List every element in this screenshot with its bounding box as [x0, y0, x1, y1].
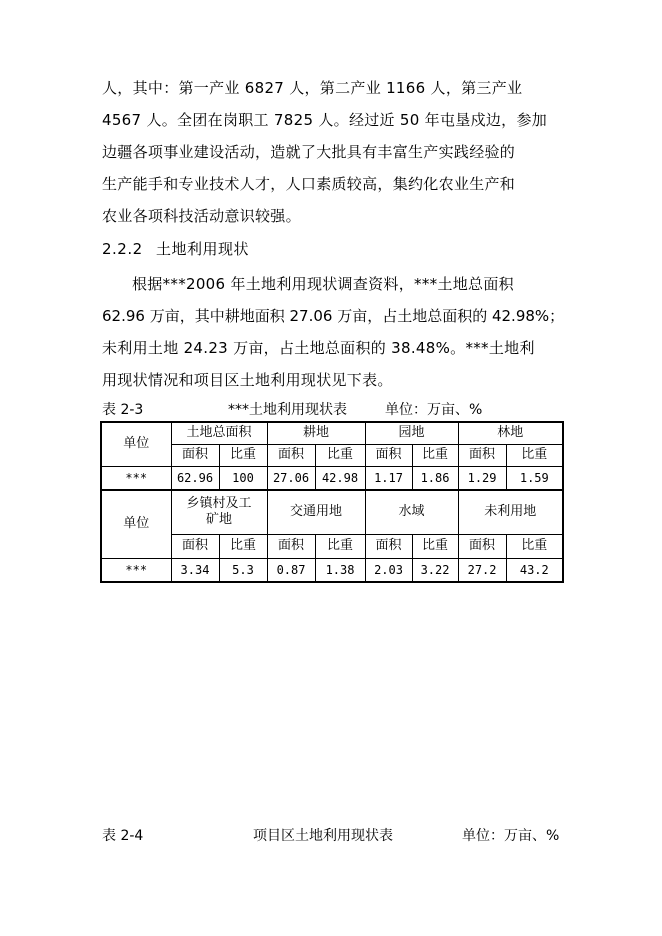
- table-2-3-label: 表 2-3: [102, 402, 144, 418]
- table-cell: 1.86: [412, 466, 458, 490]
- table-cell: 27.2: [458, 558, 506, 582]
- section-title: 土地利用现状: [155, 240, 249, 258]
- category-header: 未利用地: [458, 490, 563, 534]
- table-2-3-title: ***土地利用现状表: [228, 402, 347, 418]
- ratio-subheader: 比重: [219, 444, 267, 466]
- table-2-4-label: 表 2-4: [102, 828, 144, 844]
- intro-paragraph: [102, 72, 580, 232]
- row-label: ***: [101, 558, 171, 582]
- intro-line: 4567 人。全团在岗职工 7825 人。经过近 50 年屯垦戍边，参加: [102, 111, 548, 129]
- ratio-subheader: 比重: [412, 444, 458, 466]
- unit-header-cell: 单位: [101, 422, 171, 466]
- ratio-subheader: 比重: [506, 534, 563, 558]
- ratio-subheader: 比重: [315, 444, 365, 466]
- ratio-subheader: 比重: [506, 444, 563, 466]
- table-cell: 5.3: [219, 558, 267, 582]
- land-paragraph: [102, 268, 580, 396]
- ratio-subheader: 比重: [219, 534, 267, 558]
- table-cell: 43.2: [506, 558, 563, 582]
- table-cell: 1.29: [458, 466, 506, 490]
- category-header: 水域: [365, 490, 458, 534]
- land-line: 未利用土地 24.23 万亩，占土地总面积的 38.48%。***土地利: [102, 339, 535, 357]
- table-2-4-title: 项目区土地利用现状表: [253, 828, 393, 844]
- section-heading: [102, 237, 249, 261]
- unit-header-cell: 单位: [101, 490, 171, 558]
- intro-line: 生产能手和专业技术人才，人口素质较高，集约化农业生产和: [102, 175, 516, 193]
- table-cell: 1.17: [365, 466, 412, 490]
- area-subheader: 面积: [458, 444, 506, 466]
- land-line: 62.96 万亩，其中耕地面积 27.06 万亩，占土地总面积的 42.98%；: [102, 307, 565, 325]
- table-cell: 2.03: [365, 558, 412, 582]
- table-cell: 1.38: [315, 558, 365, 582]
- area-subheader: 面积: [365, 534, 412, 558]
- table-2-4-unit: 单位：万亩、%: [462, 828, 560, 844]
- table-cell: 100: [219, 466, 267, 490]
- land-line: 根据***2006 年土地利用现状调查资料，***土地总面积: [132, 275, 514, 293]
- row-label: ***: [101, 466, 171, 490]
- table-cell: 27.06: [267, 466, 315, 490]
- area-subheader: 面积: [171, 534, 219, 558]
- category-header: 乡镇村及工矿地: [171, 490, 267, 534]
- category-header: 林地: [458, 422, 563, 444]
- intro-line: 人，其中：第一产业 6827 人，第二产业 1166 人，第三产业: [102, 79, 523, 97]
- intro-line: 农业各项科技活动意识较强。: [102, 207, 301, 225]
- area-subheader: 面积: [458, 534, 506, 558]
- area-subheader: 面积: [365, 444, 412, 466]
- table-cell: 42.98: [315, 466, 365, 490]
- land-line: 用现状情况和项目区土地利用现状见下表。: [102, 371, 393, 389]
- intro-line: 边疆各项事业建设活动，造就了大批具有丰富生产实践经验的: [102, 143, 516, 161]
- ratio-subheader: 比重: [412, 534, 458, 558]
- category-header: 土地总面积: [171, 422, 267, 444]
- category-header: 耕地: [267, 422, 365, 444]
- table-cell: 0.87: [267, 558, 315, 582]
- category-header: 园地: [365, 422, 458, 444]
- table-cell: 3.34: [171, 558, 219, 582]
- area-subheader: 面积: [267, 534, 315, 558]
- table-cell: 62.96: [171, 466, 219, 490]
- ratio-subheader: 比重: [315, 534, 365, 558]
- area-subheader: 面积: [171, 444, 219, 466]
- land-use-table: [100, 421, 564, 583]
- table-cell: 3.22: [412, 558, 458, 582]
- category-header: 交通用地: [267, 490, 365, 534]
- section-number: 2.2.2: [102, 240, 143, 258]
- table-2-3-unit: 单位：万亩、%: [385, 402, 483, 418]
- area-subheader: 面积: [267, 444, 315, 466]
- table-cell: 1.59: [506, 466, 563, 490]
